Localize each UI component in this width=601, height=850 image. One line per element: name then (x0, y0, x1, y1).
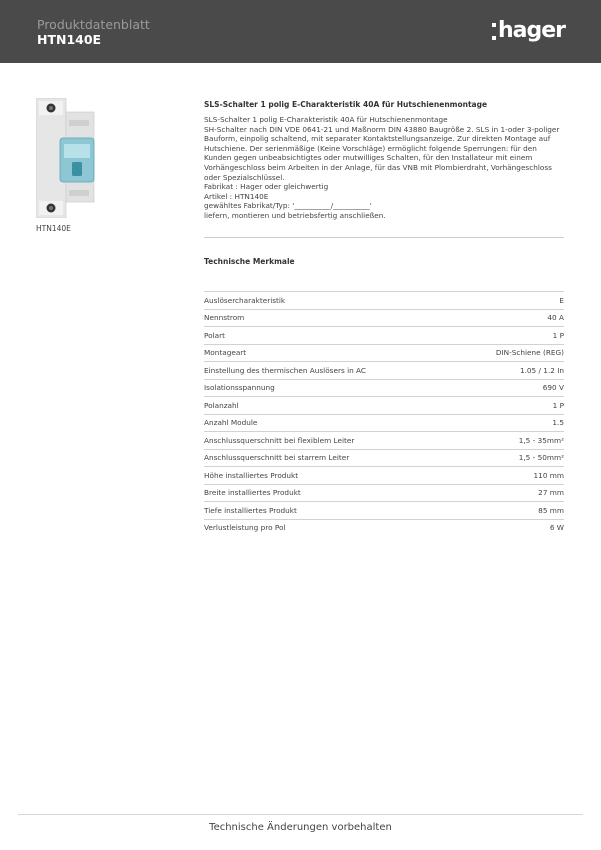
description-line: Artikel : HTN140E (204, 191, 269, 201)
description-line: SLS-Schalter 1 polig E-Charakteristik 40A für Hutschienenmontage (204, 115, 448, 124)
spec-row (204, 415, 564, 433)
spec-label: Höhe installiertes Produkt (204, 470, 299, 480)
spec-label: Auslösercharakteristik (204, 295, 286, 305)
description-block (204, 100, 564, 221)
description-line: liefern, montieren und betriebsfertig anschließen. (204, 210, 386, 220)
description-line: Vorhängeschloss beim Arbeiten in der Anlage, für das VNB mit Plombierdraht, Vorhängeschloss (204, 162, 552, 172)
spec-row (204, 310, 564, 328)
spec-row (204, 520, 564, 537)
spec-value: E (559, 295, 564, 305)
spec-row (204, 380, 564, 398)
spec-value: 110 mm (533, 470, 564, 480)
spec-value: 1 P (552, 400, 564, 410)
spec-row (204, 397, 564, 415)
specs-table (204, 291, 564, 536)
spec-value: 690 V (542, 383, 564, 393)
hager-logo (492, 16, 565, 44)
footer-divider (18, 814, 583, 815)
spec-row (204, 467, 564, 485)
document-type: Produktdatenblatt (37, 17, 150, 32)
spec-row (204, 327, 564, 345)
spec-value: 1 P (552, 330, 564, 340)
logo-mark-icon (492, 23, 496, 40)
spec-value: 1.5 (552, 418, 564, 428)
spec-label: Montageart (204, 348, 247, 358)
spec-value: 40 A (547, 313, 564, 323)
description-line: Fabrikat : Hager oder gleichwertig (204, 182, 329, 192)
spec-label: Anzahl Module (204, 418, 258, 428)
spec-row (204, 345, 564, 363)
spec-row (204, 362, 564, 380)
spec-label: Einstellung des thermischen Auslösers in AC (204, 365, 367, 375)
description-line: SH-Schalter nach DIN VDE 0641-21 und Maßnorm DIN 43880 Baugröße 2. SLS in 1-oder 3-poliger (204, 124, 560, 134)
spec-value: 1,5 - 50mm² (518, 453, 564, 463)
spec-label: Isolationsspannung (204, 383, 275, 393)
specs-section-title: Technische Merkmale (204, 257, 295, 266)
spec-label: Anschlussquerschnitt bei flexiblem Leiter (204, 435, 355, 445)
spec-row (204, 292, 564, 310)
description-line: oder Spezialschlüssel. (204, 172, 285, 182)
spec-row (204, 450, 564, 468)
product-caption: HTN140E (36, 224, 71, 233)
spec-value: 27 mm (538, 488, 564, 498)
product-title: SLS-Schalter 1 polig E-Charakteristik 40A für Hutschienenmontage (204, 100, 488, 109)
header-bar (0, 0, 601, 63)
spec-row (204, 485, 564, 503)
spec-label: Verlustleistung pro Pol (204, 523, 286, 533)
spec-label: Tiefe installiertes Produkt (204, 505, 297, 515)
description-line: Hutschiene. Der serienmäßige (Keine Vorschläge) ermöglicht folgende Sperrungen: für den (204, 143, 537, 153)
spec-label: Polart (204, 330, 225, 340)
spec-label: Breite installiertes Produkt (204, 488, 301, 498)
description-line: Bauform, einpolig schaltend, mit separater Kontaktstellungsanzeige. Zur direkten Montage auf (204, 134, 551, 144)
spec-value: 1,5 - 35mm² (518, 435, 564, 445)
spec-label: Polanzahl (204, 400, 239, 410)
circuit-breaker-image (36, 98, 96, 218)
spec-label: Nennstrom (204, 313, 245, 323)
section-divider (204, 237, 564, 238)
spec-value: DIN-Schiene (REG) (495, 348, 564, 358)
description-line: Kunden gegen unbeabsichtigtes oder mutwilliges Schalten, für den Installateur mit einem (204, 153, 533, 163)
spec-value: 6 W (549, 523, 564, 533)
footer-note: Technische Änderungen vorbehalten (209, 822, 392, 833)
spec-label: Anschlussquerschnitt bei starrem Leiter (204, 453, 350, 463)
spec-row (204, 432, 564, 450)
product-id: HTN140E (37, 32, 102, 47)
spec-row (204, 502, 564, 520)
spec-value: 1.05 / 1.2 In (519, 365, 564, 375)
description-text (204, 115, 564, 221)
description-line: gewähltes Fabrikat/Typ: '__________/__________' (204, 201, 372, 211)
spec-value: 85 mm (538, 505, 564, 515)
logo-text: hager (498, 17, 566, 43)
